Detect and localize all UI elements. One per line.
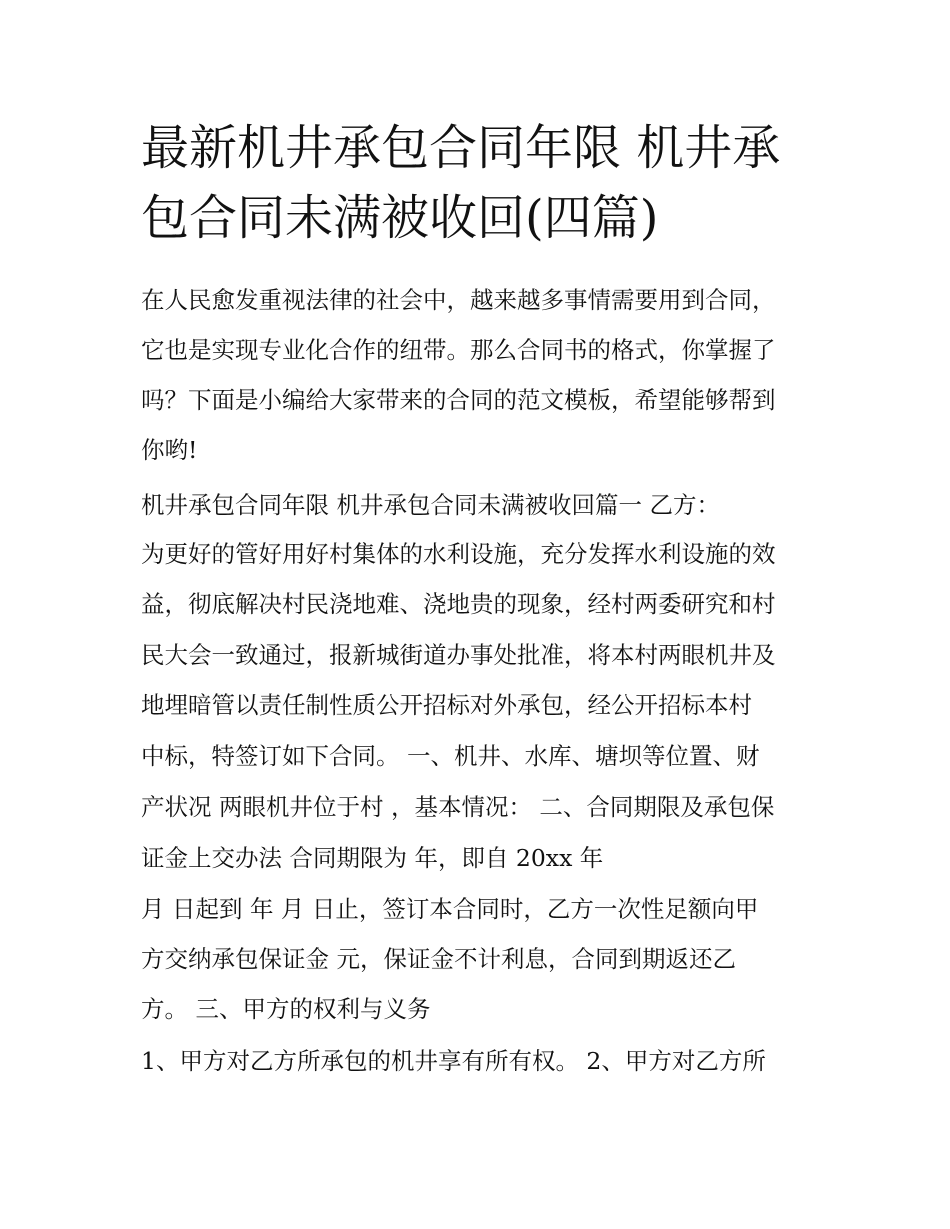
- body-line: 方。 三、甲方的权利与义务: [141, 995, 431, 1023]
- body-line: 月 日起到 年 月 日止，签订本合同时，乙方一次性足额向甲: [141, 895, 759, 923]
- body-line: 1、甲方对乙方所承包的机井享有所有权。 2、甲方对乙方所: [141, 1047, 766, 1075]
- body-line: 产状况 两眼机井位于村 ，基本情况： 二、合同期限及承包保: [141, 793, 775, 821]
- body-line: 它也是实现专业化合作的纽带。那么合同书的格式，你掌握了: [141, 336, 776, 364]
- body-line: 民大会一致通过，报新城街道办事处批准，将本村两眼机井及: [141, 641, 776, 669]
- body-line: 中标，特签订如下合同。 一、机井、水库、塘坝等位置、财: [141, 742, 760, 770]
- title-line-2: 包合同未满被收回(四篇): [141, 190, 659, 246]
- document-title: [141, 113, 821, 253]
- body-line: 方交纳承包保证金 元，保证金不计利息，合同到期返还乙: [141, 945, 736, 973]
- body-line: 在人民愈发重视法律的社会中，越来越多事情需要用到合同，: [141, 286, 776, 314]
- body-line: 益，彻底解决村民浇地难、浇地贵的现象，经村两委研究和村: [141, 590, 776, 618]
- body-line: 证金上交办法 合同期限为 年，即自 20xx 年: [141, 844, 604, 872]
- body-line: 你哟!: [141, 436, 198, 464]
- section-heading: 机井承包合同年限 机井承包合同未满被收回篇一 乙方：: [141, 491, 720, 519]
- body-line: 为更好的管好用好村集体的水利设施，充分发挥水利设施的效: [141, 540, 776, 568]
- title-line-1: 最新机井承包合同年限 机井承: [141, 120, 781, 176]
- body-line: 吗？下面是小编给大家带来的合同的范文模板，希望能够帮到: [141, 386, 776, 414]
- body-line: 地埋暗管以责任制性质公开招标对外承包，经公开招标本村: [141, 691, 752, 719]
